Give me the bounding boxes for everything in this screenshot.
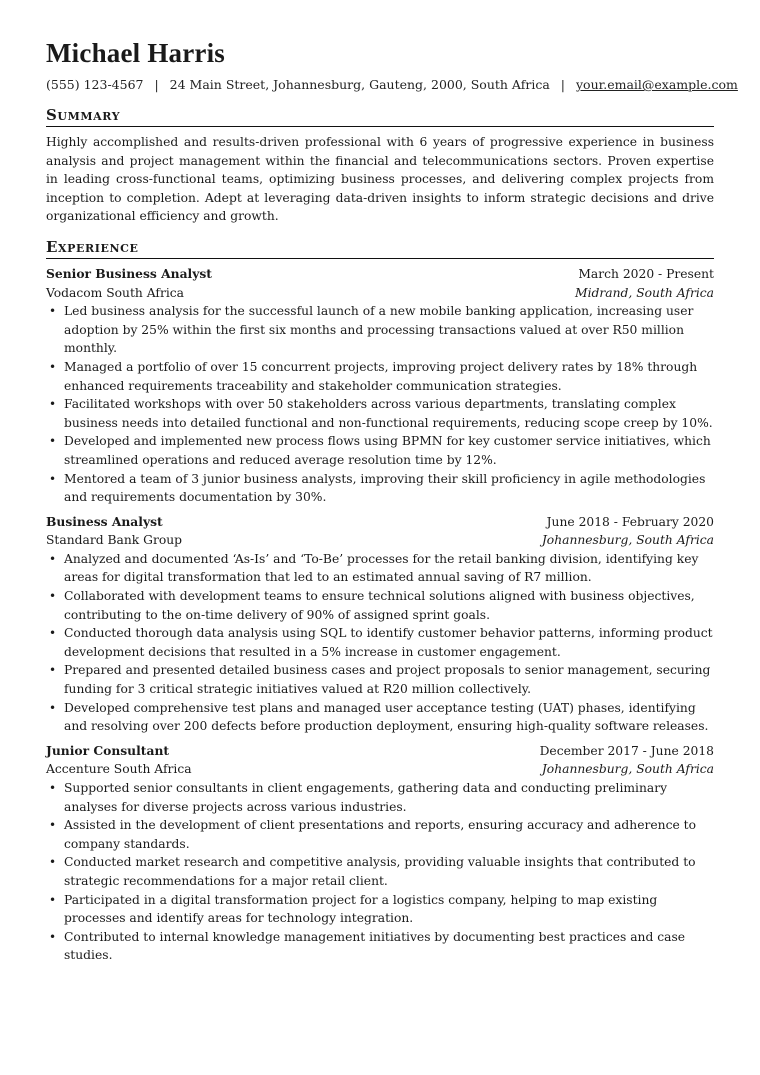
job-dates: March 2020 - Present	[578, 266, 714, 281]
bullet-item: • Analyzed and documented ‘As-Is’ and ‘To-Be’ processes for the retail banking division, identifying key areas for digital transformation that led to an estimated annual saving of R7 million.	[46, 550, 714, 587]
job-title: Senior Business Analyst	[46, 265, 212, 281]
experience-list	[46, 265, 714, 965]
job-title: Business Analyst	[46, 513, 163, 529]
job-header-row	[46, 742, 714, 761]
job-header-row	[46, 265, 714, 284]
summary-text: Highly accomplished and results-driven professional with 6 years of progressive experience in business analysis and project management within the financial and telecommunications sectors. Proven expertise in leading cross-functional teams, optimizing business processes, and delivering complex projects from inception to completion. Adept at leveraging data-driven insights to inform strategic decisions and drive organizational efficiency and growth.	[46, 135, 714, 224]
bullet-item: • Developed and implemented new process flows using BPMN for key customer service initiatives, which streamlined operations and reduced average resolution time by 12%.	[46, 432, 714, 469]
bullet-item: • Assisted in the development of client presentations and reports, ensuring accuracy and adherence to company standards.	[46, 816, 714, 853]
phone-number: (555) 123-4567	[46, 77, 144, 92]
job-company-row	[46, 760, 714, 779]
bullet-item: • Supported senior consultants in client engagements, gathering data and conducting preliminary analyses for diverse projects across various industries.	[46, 779, 714, 816]
job-company: Standard Bank Group	[46, 533, 183, 548]
street-address: 24 Main Street, Johannesburg, Gauteng, 2000, South Africa	[169, 77, 550, 92]
summary-heading: Summary	[46, 106, 714, 127]
job-company-row	[46, 531, 714, 550]
job-company: Accenture South Africa	[46, 762, 192, 777]
job-entry	[46, 265, 714, 507]
contact-separator: |	[560, 77, 565, 92]
contact-line	[46, 77, 738, 92]
job-location: Johannesburg, South Africa	[541, 533, 714, 548]
bullet-item: • Prepared and presented detailed business cases and project proposals to senior management, securing funding for 3 critical strategic initiatives valued at R20 million collectively.	[46, 661, 714, 698]
bullet-item: • Facilitated workshops with over 50 stakeholders across various departments, translating complex business needs into detailed functional and non-functional requirements, reducing scope creep by 10%.	[46, 395, 714, 432]
bullet-item: • Collaborated with development teams to ensure technical solutions aligned with business objectives, contributing to the on-time delivery of 90% of assigned sprint goals.	[46, 587, 714, 624]
bullet-item: • Developed comprehensive test plans and managed user acceptance testing (UAT) phases, identifying and resolving over 200 defects before production deployment, ensuring high-quality software releases.	[46, 699, 714, 736]
job-entry	[46, 742, 714, 965]
bullet-item: • Participated in a digital transformation project for a logistics company, helping to map existing processes and identify areas for technology integration.	[46, 891, 714, 928]
job-location: Johannesburg, South Africa	[541, 762, 714, 777]
bullet-item: • Conducted market research and competitive analysis, providing valuable insights that contributed to strategic recommendations for a major retail client.	[46, 853, 714, 890]
candidate-name: Michael Harris	[46, 38, 225, 68]
job-header-row	[46, 513, 714, 532]
bullet-item: • Managed a portfolio of over 15 concurrent projects, improving project delivery rates by 18% through enhanced requirements traceability and stakeholder communication strategies.	[46, 358, 714, 395]
bullet-item: • Mentored a team of 3 junior business analysts, improving their skill proficiency in agile methodologies and requirements documentation by 30%.	[46, 470, 714, 507]
job-bullets	[46, 302, 714, 507]
job-bullets	[46, 779, 714, 965]
job-bullets	[46, 550, 714, 736]
job-entry	[46, 513, 714, 736]
experience-heading: Experience	[46, 238, 714, 259]
email-link[interactable]: your.email@example.com	[575, 77, 738, 92]
bullet-item: • Led business analysis for the successful launch of a new mobile banking application, increasing user adoption by 25% within the first six months and processing transactions valued at over R50 million monthly.	[46, 302, 714, 358]
job-dates: June 2018 - February 2020	[546, 514, 714, 529]
job-company-row	[46, 284, 714, 303]
job-title: Junior Consultant	[46, 742, 170, 758]
job-location: Midrand, South Africa	[575, 285, 714, 300]
contact-separator: |	[154, 77, 159, 92]
bullet-item: • Contributed to internal knowledge management initiatives by documenting best practices and case studies.	[46, 928, 714, 965]
bullet-item: • Conducted thorough data analysis using SQL to identify customer behavior patterns, informing product development decisions that resulted in a 5% increase in customer engagement.	[46, 624, 714, 661]
job-company: Vodacom South Africa	[46, 285, 184, 300]
job-dates: December 2017 - June 2018	[539, 743, 714, 758]
